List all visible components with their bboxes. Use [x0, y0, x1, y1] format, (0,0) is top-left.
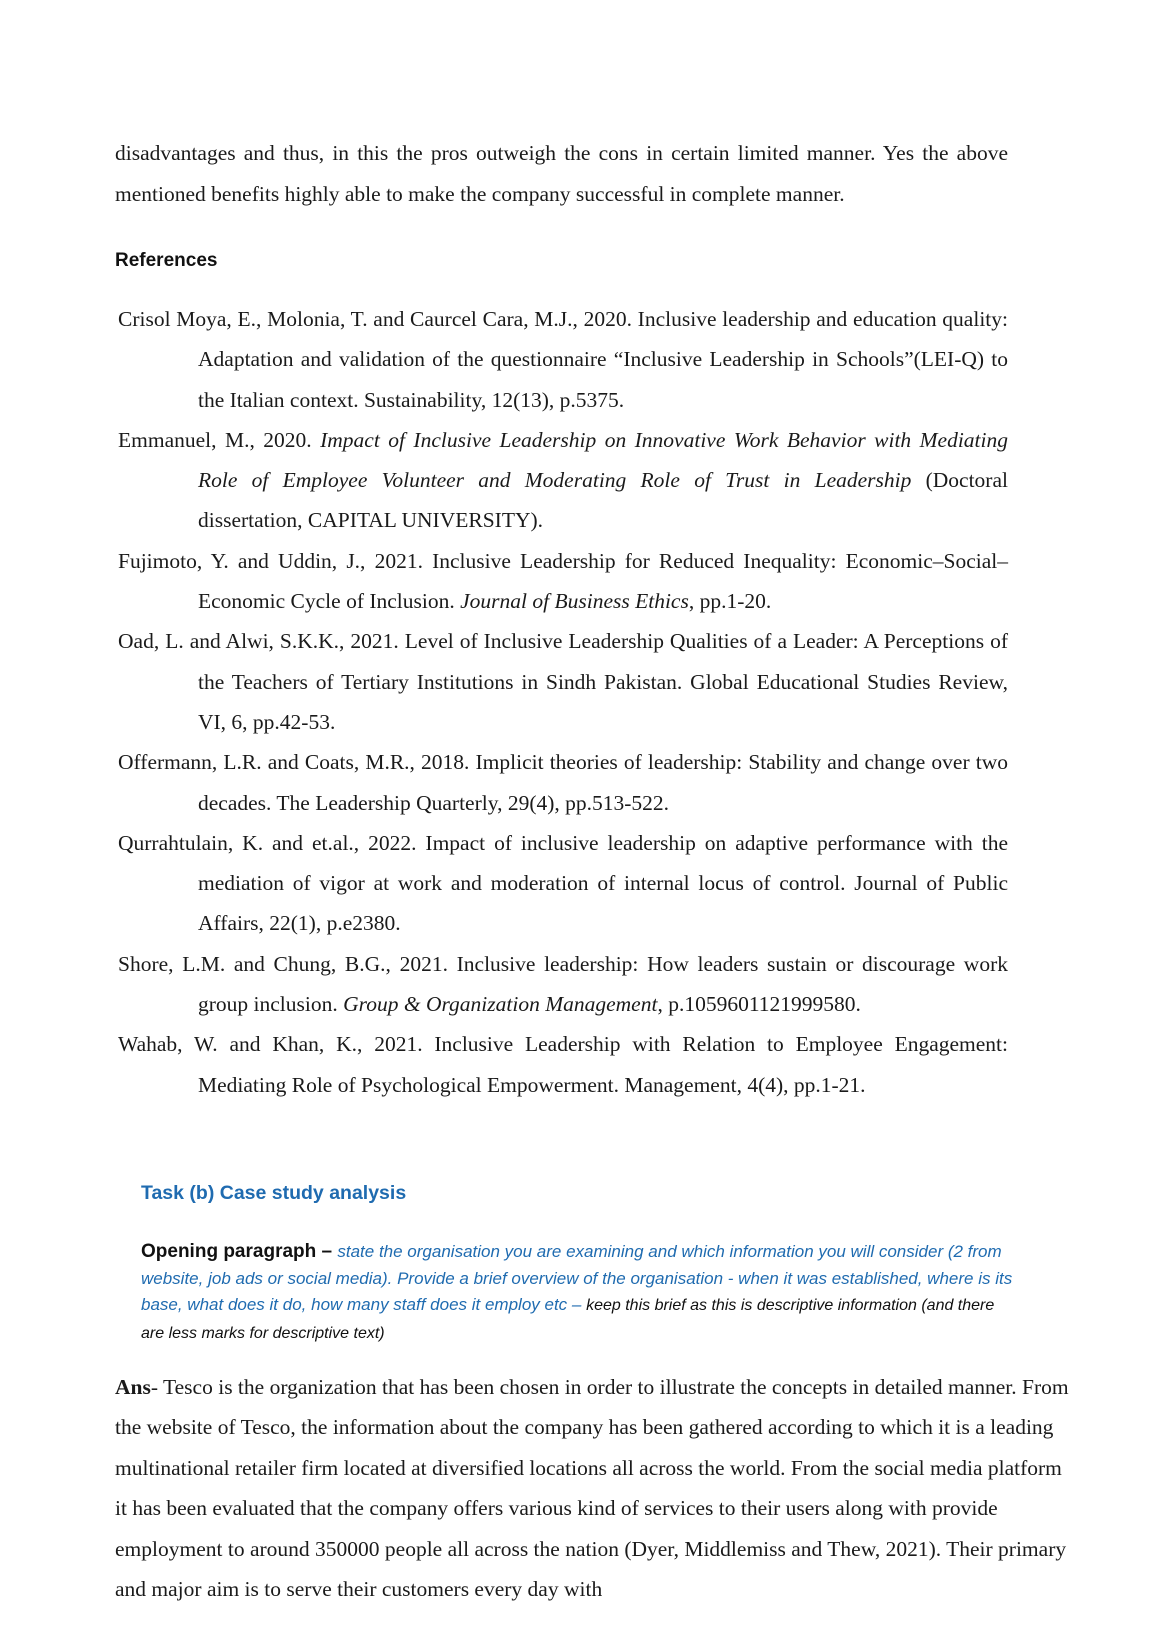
reference-text: Fujimoto, Y. and Uddin, J., 2021. Inclusive Leadership for Reduced Inequality: Economic–Social–Economic Cycle of Inclusion. — [118, 548, 1008, 614]
reference-text-after: (Doctoral dissertation, CAPITAL UNIVERSITY). — [198, 468, 1008, 533]
reference-text-after: , p.1059601121999580. — [657, 992, 861, 1017]
reference-item — [118, 742, 1008, 823]
reference-item — [118, 541, 1008, 622]
reference-text: Crisol Moya, E., Molonia, T. and Caurcel Cara, M.J., 2020. Inclusive leadership and education quality: Adaptation and validation of the questionnaire “Inclusive Leadership in Schools”(LEI-Q) to the Italian context. Sustainability, 12(13), p.5375. — [118, 307, 1008, 412]
reference-text: Wahab, W. and Khan, K., 2021. Inclusive Leadership with Relation to Employee Engagement: Mediating Role of Psychological Empowerment. Management, 4(4), pp.1-21. — [118, 1032, 1008, 1097]
reference-item — [118, 1024, 1008, 1105]
reference-item — [118, 944, 1008, 1025]
reference-item — [118, 621, 1008, 742]
reference-text-after: , pp.1-20. — [688, 589, 772, 614]
reference-italic-title: Group & Organization Management — [343, 992, 658, 1017]
reference-item — [118, 823, 1008, 944]
reference-item — [118, 420, 1008, 541]
reference-text: Offermann, L.R. and Coats, M.R., 2018. Implicit theories of leadership: Stability and change over two decades. The Leadership Quarterly, 29(4), pp.513-522. — [118, 750, 1008, 815]
references-heading: References — [115, 250, 218, 271]
references-list — [118, 299, 1008, 1105]
answer-label: Ans — [115, 1375, 151, 1399]
intro-paragraph: disadvantages and thus, in this the pros outweigh the cons in certain limited manner. Yes the above mentioned benefits highly able to make the company successful in complete manner. — [115, 141, 1008, 206]
reference-item — [118, 299, 1008, 420]
instruction-lead: Opening paragraph — [141, 1241, 317, 1262]
instruction-dash: – — [316, 1241, 338, 1262]
reference-text: Oad, L. and Alwi, S.K.K., 2021. Level of Inclusive Leadership Qualities of a Leader: A Perceptions of the Teachers of Tertiary Institutions in Sindh Pakistan. Global Educational Studies Review, VI, 6, pp.42-53. — [118, 629, 1008, 734]
reference-italic-title: Impact of Inclusive Leadership on Innovative Work Behavior with Mediating Role of Employee Volunteer and Moderating Role of Trust in Leadership — [198, 427, 1008, 493]
reference-italic-title: Journal of Business Ethics — [460, 589, 689, 614]
instruction-note: keep this brief as this is descriptive information (and there are less marks for descriptive text) — [141, 1297, 995, 1342]
reference-text: Shore, L.M. and Chung, B.G., 2021. Inclusive leadership: How leaders sustain or discourage work group inclusion. — [118, 951, 1008, 1017]
reference-text: Emmanuel, M., 2020. — [118, 427, 321, 452]
answer-text: - Tesco is the organization that has been chosen in order to illustrate the concepts in detailed manner. From the website of Tesco, the information about the company has been gathered according to which it is a leading multinational retailer firm located at diversified locations all across the world. From the social media platform it has been evaluated that the company offers various kind of services to their users along with provide employment to around 350000 people all across the nation (Dyer, Middlemiss and Thew, 2021). Their primary and major aim is to serve their customers every day with — [115, 1375, 1069, 1602]
instruction-text: state the organisation you are examining and which information you will consider (2 from website, job ads or social media). Provide a brief overview of the organisation - when it was established, where is its base, what does it do, how many staff does it employ etc – — [141, 1242, 1013, 1314]
task-instructions — [141, 1239, 1021, 1347]
reference-text: Qurrahtulain, K. and et.al., 2022. Impact of inclusive leadership on adaptive performance with the mediation of vigor at work and moderation of internal locus of control. Journal of Public Affairs, 22(1), p.e2380. — [118, 830, 1008, 936]
answer-paragraph — [115, 1367, 1070, 1609]
task-heading: Task (b) Case study analysis — [141, 1182, 407, 1204]
